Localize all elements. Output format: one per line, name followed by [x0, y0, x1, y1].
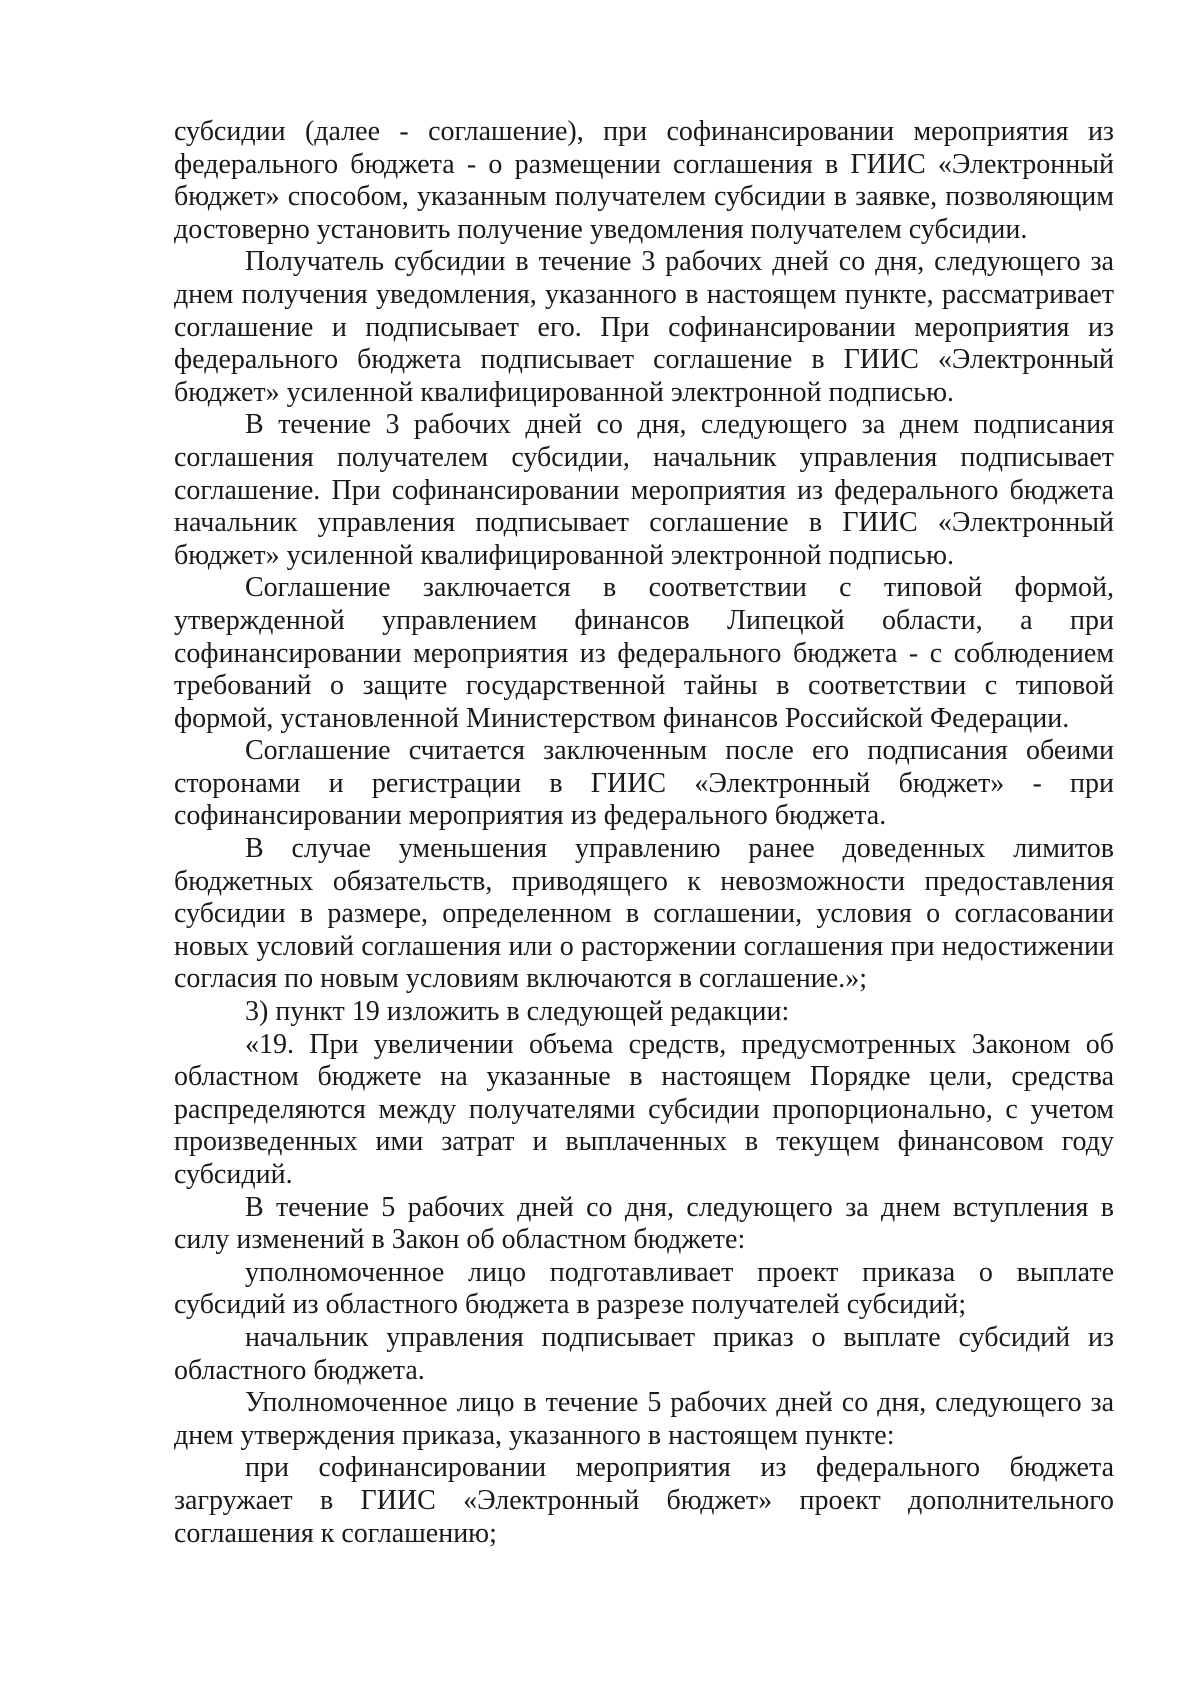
paragraph-6: В случае уменьшения управлению ранее доведенных лимитов бюджетных обязательств, приводящего к невозможности предоставления субсидии в размере, определенном в соглашении, условия о согласовании новых условий соглашения или о расторжении соглашения при недостижении согласия по новым условиям включаются в соглашение.»;: [174, 833, 1114, 995]
paragraph-11: начальник управления подписывает приказ о выплате субсидий из областного бюджета.: [174, 1321, 1114, 1386]
paragraph-12: Уполномоченное лицо в течение 5 рабочих дней со дня, следующего за днем утверждения приказа, указанного в настоящем пункте:: [174, 1387, 1114, 1451]
paragraph-1: субсидии (далее - соглашение), при софинансировании мероприятия из федерального бюджета - о размещении соглашения в ГИИС «Электронный бюджет» способом, указанным получателем субсидии в заявке, позволяющим достоверно установить получение уведомления получателем субсидии.: [174, 116, 1114, 245]
paragraph-5: Соглашение считается заключенным после его подписания обеими сторонами и регистрации в ГИИС «Электронный бюджет» - при софинансировании мероприятия из федерального бюджета.: [174, 735, 1114, 832]
paragraph-4: Соглашение заключается в соответствии с типовой формой, утвержденной управлением финансов Липецкой области, а при софинансировании мероприятия из федерального бюджета - с соблюдением требований о защите государственной тайны в соответствии с типовой формой, установленной Министерством финансов Российской Федерации.: [174, 572, 1114, 734]
paragraph-8: «19. При увеличении объема средств, предусмотренных Законом об областном бюджете на указанные в настоящем Порядке цели, средства распределяются между получателями субсидии пропорционально, с учетом произведенных ими затрат и выплаченных в текущем финансовом году субсидий.: [174, 1028, 1114, 1190]
paragraph-10: уполномоченное лицо подготавливает проект приказа о выплате субсидий из областного бюджета в разрезе получателей субсидий;: [174, 1256, 1114, 1321]
paragraph-3: В течение 3 рабочих дней со дня, следующего за днем подписания соглашения получателем субсидии, начальник управления подписывает соглашение. При софинансировании мероприятия из федерального бюджета начальник управления подписывает соглашение в ГИИС «Электронный бюджет» усиленной квалифицированной электронной подписью.: [174, 409, 1114, 571]
paragraph-13: при софинансировании мероприятия из федерального бюджета загружает в ГИИС «Электронный бюджет» проект дополнительного соглашения к соглашению;: [174, 1452, 1114, 1549]
paragraph-7: 3) пункт 19 изложить в следующей редакции:: [245, 996, 790, 1028]
document-body: [174, 116, 1114, 1550]
paragraph-9: В течение 5 рабочих дней со дня, следующего за днем вступления в силу изменений в Закон об областном бюджете:: [174, 1191, 1114, 1256]
paragraph-2: Получатель субсидии в течение 3 рабочих дней со дня, следующего за днем получения уведомления, указанного в настоящем пункте, рассматривает соглашение и подписывает его. При софинансировании мероприятия из федерального бюджета подписывает соглашение в ГИИС «Электронный бюджет» усиленной квалифицированной электронной подписью.: [174, 246, 1114, 408]
